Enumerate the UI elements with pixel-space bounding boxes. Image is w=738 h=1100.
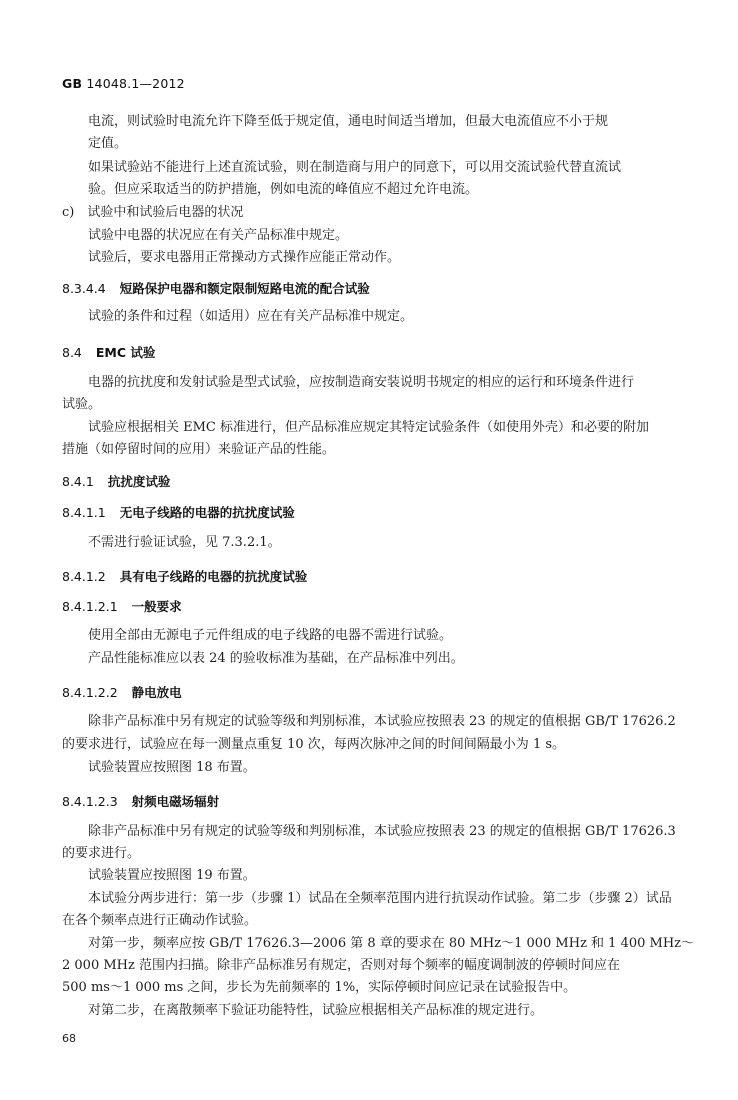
paragraph-line: 产品性能标准应以表 24 的验收标准为基础，在产品标准中列出。 (88, 651, 464, 666)
section-number: 8.4.1.1 (62, 505, 106, 520)
paragraph-line: 对第一步，频率应按 GB/T 17626.3—2006 第 8 章的要求在 80 MHz～1 000 MHz 和 1 400 MHz～ (88, 936, 695, 951)
page-header (62, 76, 185, 91)
section-heading-8-4-1-2 (62, 569, 307, 585)
section-title: EMC 试验 (95, 345, 156, 360)
paragraph-line: 的要求进行，试验应在每一测量点重复 10 次，每两次脉冲之间的时间间隔最小为 1 s。 (62, 737, 566, 752)
paragraph-line: 试验应根据相关 EMC 标准进行，但产品标准应规定其特定试验条件（如使用外壳）和必要的附加 (88, 420, 650, 435)
paragraph-line: 电器的抗扰度和发射试验是型式试验，应按制造商安装说明书规定的相应的运行和环境条件进行 (88, 375, 635, 390)
section-title: 短路保护电器和额定限制短路电流的配合试验 (119, 281, 370, 296)
list-item-c: c) 试验中和试验后电器的状况 (62, 205, 244, 220)
section-number: 8.4.1 (62, 474, 94, 489)
paragraph-line: 使用全部由无源电子元件组成的电子线路的电器不需进行试验。 (88, 628, 453, 643)
paragraph-line: 措施（如停留时间的应用）来验证产品的性能。 (62, 442, 336, 457)
section-heading-8-4 (62, 345, 155, 361)
section-number: 8.4.1.2.1 (62, 599, 118, 614)
paragraph-line: 除非产品标准中另有规定的试验等级和判别标准，本试验应按照表 23 的规定的值根据 GB/T 17626.3 (88, 824, 676, 839)
section-heading-8-4-1-1 (62, 505, 295, 521)
paragraph-line: 试验中电器的状况应在有关产品标准中规定。 (88, 228, 349, 243)
paragraph-line: 2 000 MHz 范围内扫描。除非产品标准另有规定，否则对每个频率的幅度调制波的停顿时间应在 (62, 958, 620, 973)
paragraph-line: 不需进行验证试验，见 7.3.2.1。 (88, 535, 281, 550)
page-number: 68 (62, 1032, 76, 1045)
paragraph-line: 本试验分两步进行：第一步（步骤 1）试品在全频率范围内进行抗误动作试验。第二步（步骤 2）试品 (88, 891, 672, 906)
paragraph-line: 试验的条件和过程（如适用）应在有关产品标准中规定。 (88, 309, 414, 324)
section-heading-8-3-4-4 (62, 281, 370, 297)
paragraph-line: 试验装置应按照图 18 布置。 (88, 760, 256, 775)
section-number: 8.4 (62, 345, 82, 360)
paragraph-line: 的要求进行。 (62, 846, 141, 861)
section-number: 8.4.1.2.2 (62, 685, 118, 700)
section-title: 无电子线路的电器的抗扰度试验 (119, 505, 295, 520)
section-number: 8.3.4.4 (62, 281, 106, 296)
section-heading-8-4-1 (62, 474, 170, 490)
paragraph-line: 试验后，要求电器用正常操动方式操作应能正常动作。 (88, 250, 401, 265)
paragraph-line: 除非产品标准中另有规定的试验等级和判别标准，本试验应按照表 23 的规定的值根据 GB/T 17626.2 (88, 714, 676, 729)
section-title: 静电放电 (131, 685, 182, 700)
section-title: 一般要求 (131, 599, 182, 614)
standard-number: 14048.1—2012 (86, 76, 185, 91)
paragraph-line: 如果试验站不能进行上述直流试验，则在制造商与用户的同意下，可以用交流试验代替直流试 (88, 160, 622, 175)
section-heading-8-4-1-2-1 (62, 599, 182, 615)
paragraph-line: 试验装置应按照图 19 布置。 (88, 868, 256, 883)
paragraph-line: 定值。 (88, 136, 128, 151)
section-heading-8-4-1-2-3 (62, 794, 219, 810)
standard-code: GB (62, 76, 83, 91)
paragraph-line: 500 ms～1 000 ms 之间，步长为先前频率的 1%，实际停顿时间应记录在试验报告中。 (62, 980, 577, 995)
paragraph-line: 电流，则试验时电流允许下降至低于规定值，通电时间适当增加，但最大电流值应不小于规 (88, 114, 609, 129)
section-number: 8.4.1.2 (62, 569, 106, 584)
paragraph-line: 对第二步，在离散频率下验证功能特性，试验应根据相关产品标准的规定进行。 (88, 1003, 544, 1018)
section-title: 抗扰度试验 (107, 474, 171, 489)
paragraph-line: 验。但应采取适当的防护措施，例如电流的峰值应不超过允许电流。 (88, 182, 479, 197)
section-heading-8-4-1-2-2 (62, 685, 182, 701)
paragraph-line: 在各个频率点进行正确动作试验。 (62, 913, 258, 928)
section-number: 8.4.1.2.3 (62, 794, 118, 809)
section-title: 射频电磁场辐射 (131, 794, 220, 809)
paragraph-line: 试验。 (62, 397, 102, 412)
section-title: 具有电子线路的电器的抗扰度试验 (119, 569, 308, 584)
